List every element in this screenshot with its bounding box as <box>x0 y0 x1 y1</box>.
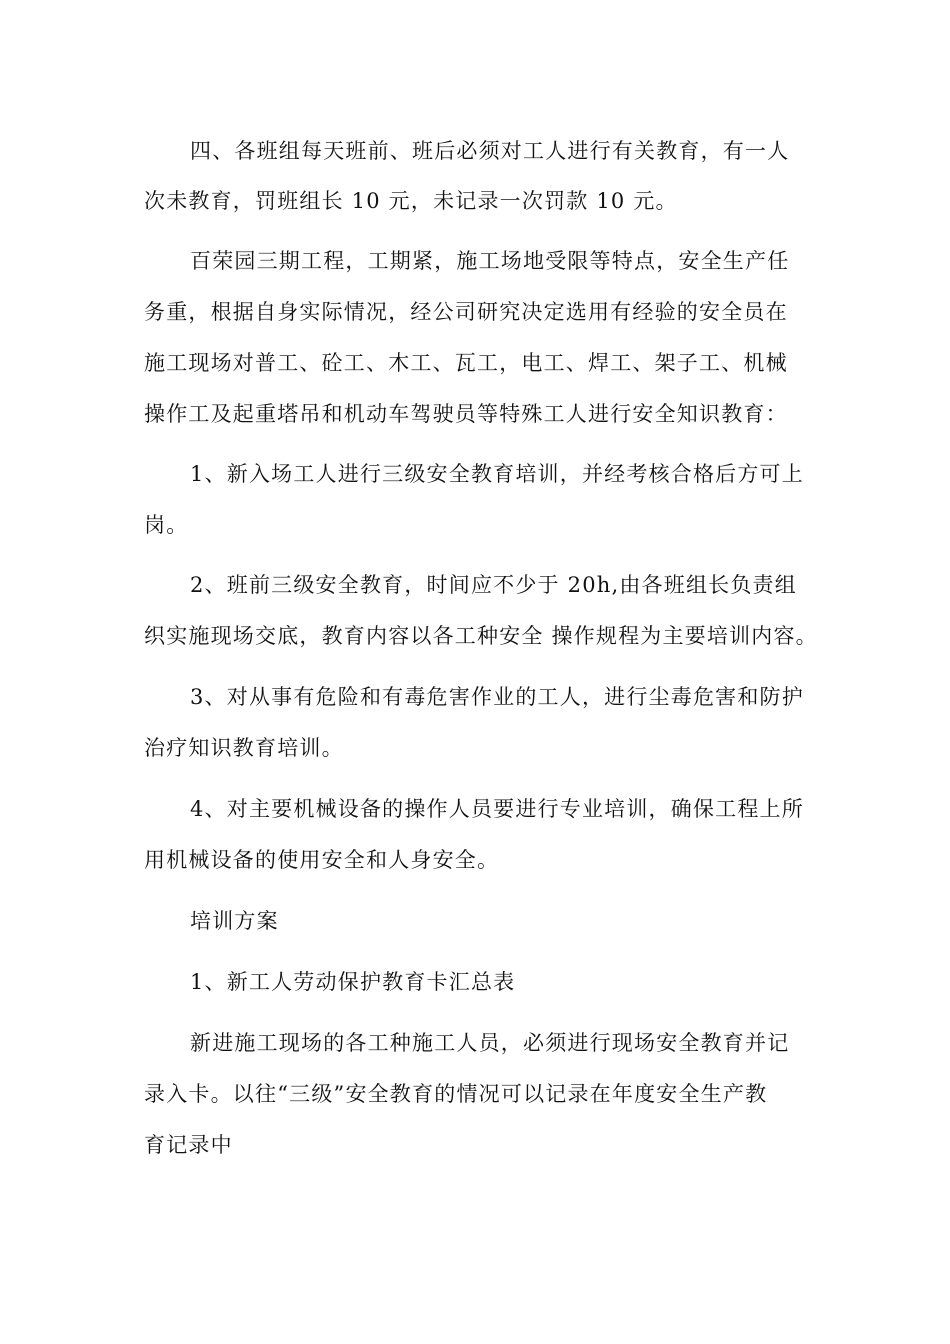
paragraph-1-line-1: 四、各班组每天班前、班后必须对工人进行有关教育，有一人 <box>190 139 790 163</box>
paragraph-9-line-1: 新进施工现场的各工种施工人员，必须进行现场安全教育并记 <box>190 1031 790 1055</box>
paragraph-3-line-2: 岗。 <box>144 513 189 537</box>
paragraph-9-line-2: 录入卡。以往“三级”安全教育的情况可以记录在年度安全生产教 <box>144 1082 768 1106</box>
paragraph-6-line-1: 4、对主要机械设备的操作人员要进行专业培训，确保工程上所 <box>190 797 804 821</box>
paragraph-9-line-3: 育记录中 <box>144 1133 233 1157</box>
paragraph-2-line-3: 施工现场对普工、砼工、木工、瓦工，电工、焊工、架子工、机械 <box>144 351 788 375</box>
paragraph-6-line-2: 用机械设备的使用安全和人身安全。 <box>144 848 500 872</box>
section-subheading-education-card: 1、新工人劳动保护教育卡汇总表 <box>190 970 516 994</box>
paragraph-5-line-2: 治疗知识教育培训。 <box>144 736 344 760</box>
paragraph-2-line-1: 百荣园三期工程，工期紧，施工场地受限等特点，安全生产任 <box>190 249 790 273</box>
paragraph-4-line-2: 织实施现场交底，教育内容以各工种安全 操作规程为主要培训内容。 <box>144 624 818 648</box>
paragraph-1-line-2: 次未教育，罚班组长 10 元，未记录一次罚款 10 元。 <box>144 189 678 213</box>
section-heading-training-plan: 培训方案 <box>190 909 279 933</box>
paragraph-2-line-2: 务重，根据自身实际情况，经公司研究决定选用有经验的安全员在 <box>144 300 788 324</box>
paragraph-3-line-1: 1、新入场工人进行三级安全教育培训，并经考核合格后方可上 <box>190 462 804 486</box>
paragraph-2-line-4: 操作工及起重塔吊和机动车驾驶员等特殊工人进行安全知识教育： <box>144 402 788 426</box>
paragraph-4-line-1: 2、班前三级安全教育，时间应不少于 20h,由各班组长负责组 <box>190 573 797 597</box>
paragraph-5-line-1: 3、对从事有危险和有毒危害作业的工人，进行尘毒危害和防护 <box>190 685 804 709</box>
